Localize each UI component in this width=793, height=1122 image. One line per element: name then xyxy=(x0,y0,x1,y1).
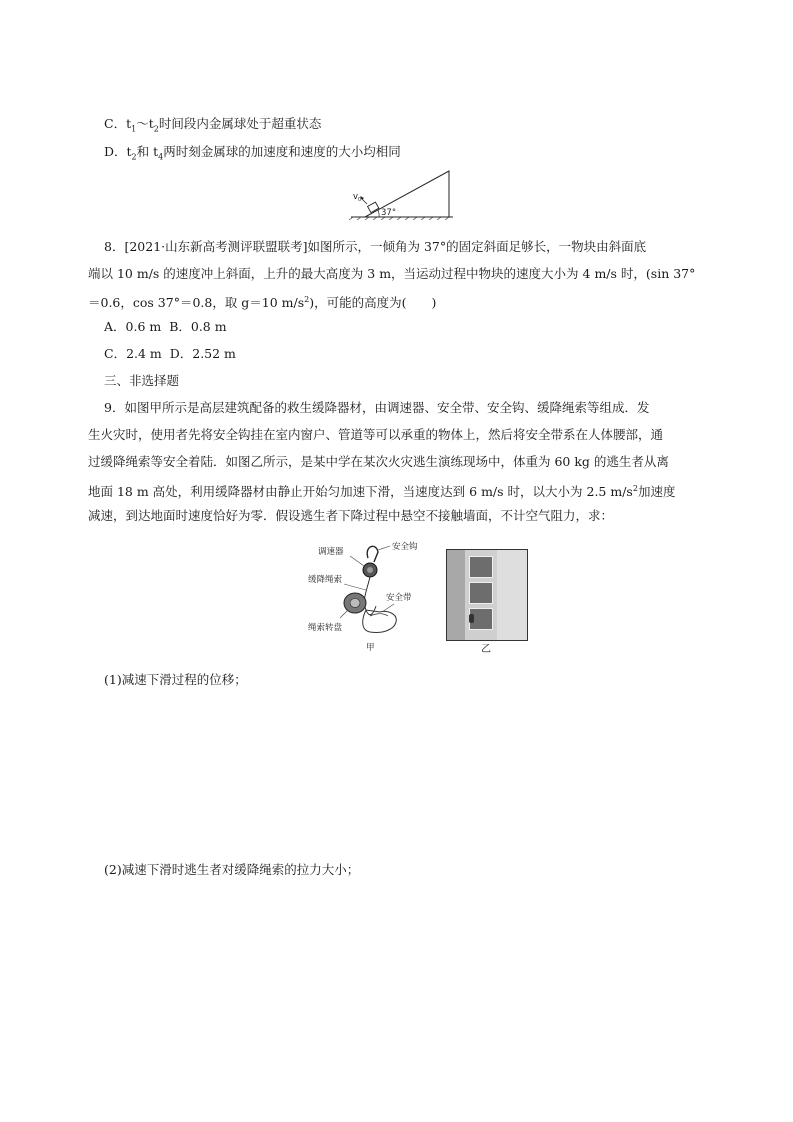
option-c: C．$t_1\sim t_2$时间段内金属球处于超重状态 xyxy=(104,116,322,134)
svg-text:安全带: 安全带 xyxy=(386,593,412,603)
q8-line3: ＝0.6，cos 37°＝0.8，取 g＝10 $m/s^2$)，可能的高度为( ) xyxy=(88,295,437,311)
q8-option-d: D．2.52 m xyxy=(169,346,236,361)
q9-line4: 地面 18 m 高处，利用缓降器材由静止开始匀加速下滑，当速度达到 6 m/s 时，以大小为 2.5 $m/s^2$加速度 xyxy=(88,484,676,500)
q8-option-b: B．0.8 m xyxy=(169,319,227,334)
svg-text:安全钩: 安全钩 xyxy=(392,542,418,552)
q8-options-ab xyxy=(104,319,227,335)
q9-line3: 过缓降绳索等安全着陆．如图乙所示，是某中学在某次火灾逃生演练现场中，体重为 60 kg 的逃生者从离 xyxy=(88,454,669,469)
svg-text:调速器: 调速器 xyxy=(318,547,344,557)
svg-text:0: 0 xyxy=(358,197,362,203)
escape-device-figure xyxy=(300,538,430,656)
svg-text:甲: 甲 xyxy=(366,643,375,653)
sub-question-1: (1)减速下滑过程的位移； xyxy=(104,672,247,687)
svg-text:绳索转盘: 绳索转盘 xyxy=(308,623,343,633)
q9-line1: 9．如图甲所示是高层建筑配备的救生缓降器材，由调速器、安全带、安全钩、缓降绳索等组成．发 xyxy=(104,400,650,415)
q9-line2: 生火灾时，使用者先将安全钩挂在室内窗户、管道等可以承重的物体上，然后将安全带系在人体腰部，通 xyxy=(88,427,664,442)
q8-line2: 端以 10 m/s 的速度冲上斜面，上升的最大高度为 3 m，当运动过程中物块的速度大小为 4 m/s 时，(sin 37° xyxy=(88,266,696,281)
q8-option-a: A．0.6 m xyxy=(104,319,162,334)
q8-option-c: C．2.4 m xyxy=(104,346,162,361)
svg-text:v: v xyxy=(353,192,359,202)
building-photo xyxy=(446,549,528,641)
incline-figure xyxy=(345,168,457,220)
svg-text:37°: 37° xyxy=(381,208,397,218)
section-heading: 三、非选择题 xyxy=(104,373,180,388)
option-d: D．$t_2$和 $t_4$两时刻金属球的加速度和速度的大小均相同 xyxy=(104,144,401,162)
q9-line5: 减速，到达地面时速度恰好为零．假设逃生者下降过程中悬空不接触墙面，不计空气阻力，求： xyxy=(88,508,614,523)
svg-text:缓降绳索: 缓降绳索 xyxy=(308,575,343,585)
caption-b: 乙 xyxy=(481,644,491,655)
q8-line1: 8．[2021·山东新高考测评联盟联考]如图所示，一倾角为 37°的固定斜面足够长，一物块由斜面底 xyxy=(104,239,647,254)
sub-question-2: (2)减速下滑时逃生者对缓降绳索的拉力大小； xyxy=(104,862,360,877)
q8-options-cd xyxy=(104,346,236,362)
